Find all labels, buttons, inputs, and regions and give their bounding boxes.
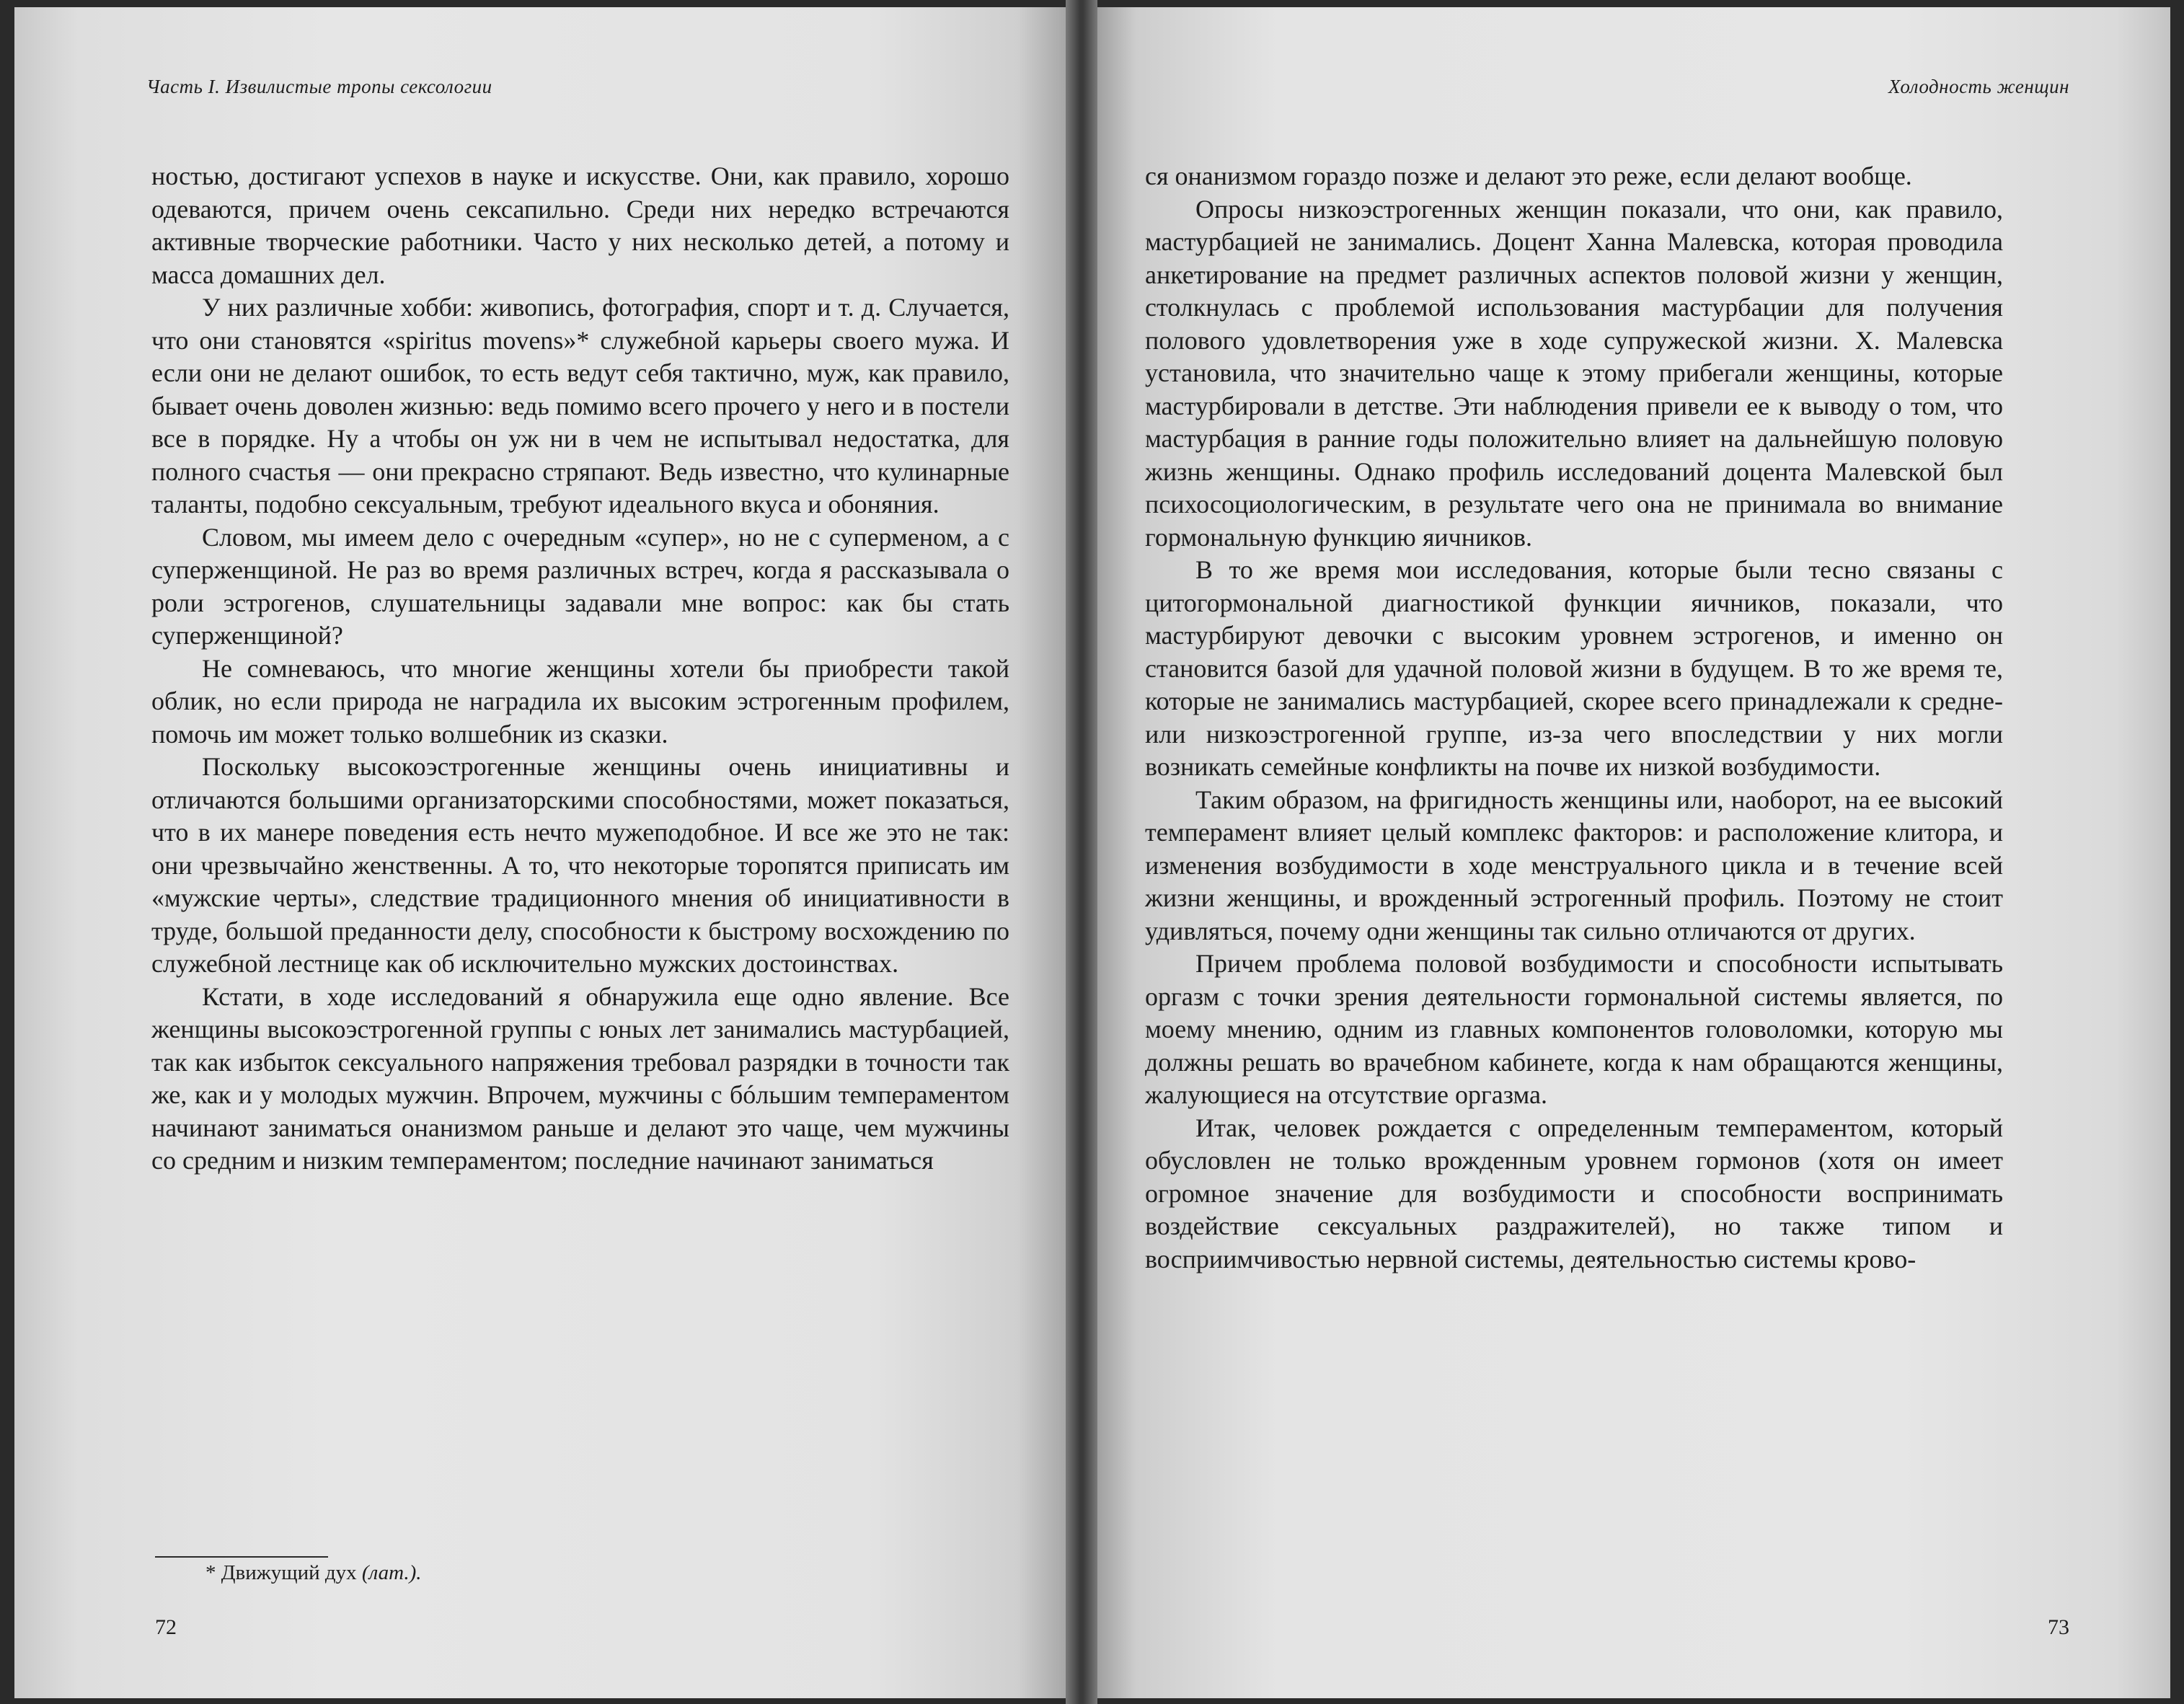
right-page-body xyxy=(1145,160,2003,1276)
left-page xyxy=(14,7,1082,1698)
paragraph: Не сомневаюсь, что многие женщины хотели бы приобрести такой облик, но если природа не наградила их высоким эстрогенным профилем, помочь им может только волшебник из сказки. xyxy=(151,653,1009,749)
left-page-body xyxy=(151,160,1009,1178)
paragraph: В то же время мои исследования, которые были тесно связаны с цитогормональной диагностикой функции яичников, показали, что мастурбируют девочки с высоким уровнем эстрогенов, и именно он становится базой для удачной половой жизни в будущем. В то же время те, которые не занимались мастурбацией, скорее всего принадлежали к средне- или низкоэстрогенной группе, из-за чего впоследствии у них могли возникать семейные конфликты на почве их низкой возбудимости. xyxy=(1145,555,2003,781)
page-number: 72 xyxy=(155,1615,177,1639)
right-page xyxy=(1082,7,2170,1698)
paragraph: У них различные хобби: живопись, фотография, спорт и т. д. Случается, что они становятся «spiritus movens»* служебной карьеры своего мужа. И если они не делают ошибок, то есть ведут себя тактично, муж, как правило, бывает очень доволен жизнью: ведь помимо всего прочего у него и в постели все в порядке. Ну а чтобы он уж ни в чем не испытывал недостатка, для полного счастья — они прекрасно стряпают. Ведь известно, что кулинарные таланты, подобно сексуальным, требуют идеального вкуса и обоняния. xyxy=(151,293,1009,518)
running-head: Холодность женщин xyxy=(1888,76,2069,97)
book-gutter xyxy=(1066,0,1097,1704)
paragraph: Опросы низкоэстрогенных женщин показали, что они, как правило, мастурбацией не занимались. Доцент Ханна Малевска, которая проводила анкетирование на предмет различных аспектов половой жизни у женщин, столкнулась с проблемой использования мастурбации для получения полового удовлетворения уже в ходе супружеской жизни. Х. Малевска установила, что значительно чаще к этому прибегали женщины, которые мастурбировали в детстве. Эти наблюдения привели ее к выводу о том, что мастурбация в ранние годы положительно влияет на дальнейшую половую жизнь женщины. Однако профиль исследований доцента Малевской был психосоциологическим, в результате чего она не принимала во внимание гормональную функцию яичников. xyxy=(1145,194,2003,552)
paragraph: Словом, мы имеем дело с очередным «супер», но не с суперменом, а с суперженщиной. Не раз во время различных встреч, когда я рассказывала о роли эстрогенов, слушательницы задавали мне вопрос: как бы стать суперженщиной? xyxy=(151,522,1009,650)
paragraph: Поскольку высокоэстрогенные женщины очень инициативны и отличаются большими организаторскими способностями, может показаться, что в их манере поведения есть нечто мужеподобное. И все же это не так: они чрезвычайно женственны. А то, что некоторые торопятся приписать им «мужские черты», следствие традиционного мнения об инициативности в труде, большой преданности делу, способности к быстрому восхождению по служебной лестнице как об исключительно мужских достоинствах. xyxy=(151,752,1009,978)
paragraph: Причем проблема половой возбудимости и способности испытывать оргазм с точки зрения деятельности гормональной системы является, по моему мнению, одним из главных компонентов головоломки, которую мы должны решать во врачебном кабинете, когда к нам обращаются женщины, жалующиеся на отсутствие оргазма. xyxy=(1145,949,2003,1109)
running-head: Часть I. Извилистые тропы сексологии xyxy=(146,76,492,97)
paragraph: Итак, человек рождается с определенным темпераментом, который обусловлен не только врожденным уровнем гормонов (хотя он имеет огромное значение для возбудимости и способности воспринимать воздействие сексуальных раздражителей), но также типом и восприимчивостью нервной системы, деятельностью системы крово- xyxy=(1145,1113,2003,1273)
footnote-text: * Движущий дух xyxy=(205,1561,357,1584)
footnote-lat: (лат.). xyxy=(361,1561,422,1584)
footnote-rule xyxy=(155,1556,328,1558)
paragraph: Таким образом, на фригидность женщины или, наоборот, на ее высокий темперамент влияет целый комплекс факторов: и расположение клитора, и изменения возбудимости в ходе менструального цикла и в течение всей жизни женщины, и врожденный эстрогенный профиль. Поэтому не стоит удивляться, почему одни женщины так сильно отличаются от других. xyxy=(1145,785,2003,945)
page-number: 73 xyxy=(2048,1615,2069,1639)
paragraph: ся онанизмом гораздо позже и делают это реже, если делают вообще. xyxy=(1145,162,1912,190)
footnote xyxy=(205,1561,422,1585)
paragraph: ностью, достигают успехов в науке и искусстве. Они, как правило, хорошо одеваются, причем очень сексапильно. Среди них нередко встречаются активные творческие работники. Часто у них несколько детей, а потому и масса домашних дел. xyxy=(151,162,1009,289)
paragraph: Кстати, в ходе исследований я обнаружила еще одно явление. Все женщины высокоэстрогенной группы с юных лет занимались мастурбацией, так как избыток сексуального напряжения требовал разрядки в точности так же, как и у молодых мужчин. Впрочем, мужчины с бóльшим темпераментом начинают заниматься онанизмом раньше и делают это чаще, чем мужчины со средним и низким темпераментом; последние начинают заниматься xyxy=(151,981,1009,1175)
